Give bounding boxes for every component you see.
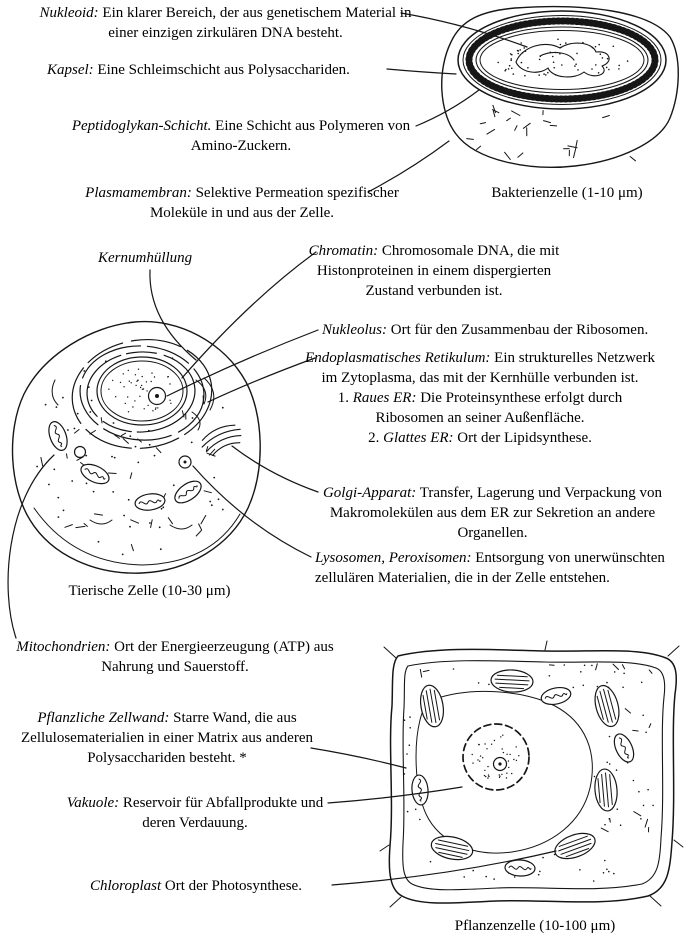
label-golgi	[315, 483, 670, 543]
description: Ort für den Zusammenbau der Ribosomen.	[390, 322, 649, 338]
term: Mitochondrien:	[16, 639, 111, 655]
er-intro	[305, 348, 655, 388]
label-vakuole	[55, 793, 335, 833]
caption-tierische-zelle: Tierische Zelle (10-30 μm)	[68, 583, 231, 599]
nucleus	[97, 357, 187, 425]
label-zellwand	[12, 708, 322, 768]
er-item-glattes	[305, 428, 655, 448]
label-nukleoid	[38, 3, 413, 43]
term: Pflanzliche Zellwand:	[37, 710, 170, 726]
term: Nukleolus:	[322, 322, 387, 338]
plant-nucleus	[463, 724, 529, 790]
label-nukleolus	[322, 320, 648, 340]
description: Reservoir für Abfallprodukte und deren Verdauung.	[122, 795, 324, 831]
description: Ort der Energieerzeugung (ATP) aus Nahrung und Sauerstoff.	[101, 639, 334, 675]
term: Lysosomen, Peroxisomen:	[315, 550, 472, 566]
er-item-raues	[305, 388, 655, 428]
description: Die Proteinsynthese erfolgt durch Ribosomen an seiner Außenfläche.	[375, 390, 623, 426]
item-number: 1.	[337, 390, 353, 406]
plant-cell-drawing	[380, 641, 683, 907]
label-plasmamembran	[82, 183, 402, 223]
label-kapsel	[47, 60, 350, 80]
plant-nucleolus	[494, 758, 507, 771]
term: Plasmamembran:	[85, 185, 192, 201]
description: Eine Schicht aus Polymeren von Amino-Zuckern.	[190, 118, 411, 154]
label-lysosomen	[315, 548, 665, 588]
term: Vakuole:	[66, 795, 120, 811]
description: Eine Schleimschicht aus Polysacchariden.	[97, 62, 350, 78]
term: Kernumhüllung	[98, 250, 193, 266]
description: Ein strukturelles Netzwerk im Zytoplasma, das mit der Kernhülle verbunden ist.	[321, 350, 655, 386]
description: Starre Wand, die aus Zellulosematerialien in einer Matrix aus anderen Polysacchariden besteht. *	[21, 710, 313, 766]
animal-cell-drawing	[13, 322, 261, 574]
term: Chromatin:	[308, 243, 379, 259]
term: Chloroplast	[90, 878, 162, 894]
caption-bakterienzelle: Bakterienzelle (1-10 μm)	[491, 185, 643, 201]
nucleolus	[149, 388, 166, 405]
item-number: 2.	[368, 430, 384, 446]
term: Glattes ER:	[383, 430, 454, 446]
label-kernumhuellung	[98, 248, 192, 268]
description: Chromosomale DNA, die mit Histonproteinen in einem dispergierten Zustand verbunden ist.	[316, 243, 560, 299]
description: Ort der Lipidsynthese.	[457, 430, 592, 446]
term: Golgi-Apparat:	[322, 485, 417, 501]
label-mitochondrien	[10, 637, 340, 677]
label-chloroplast	[90, 876, 302, 896]
caption-pflanzenzelle: Pflanzenzelle (10-100 μm)	[454, 918, 616, 934]
label-peptidoglykan	[62, 116, 420, 156]
description: Transfer, Lagerung und Verpackung von Makromolekülen aus dem ER zur Sekretion an andere Organellen.	[329, 485, 663, 541]
term: Raues ER:	[352, 390, 417, 406]
description: Selektive Permeation spezifischer Moleküle in und aus der Zelle.	[149, 185, 399, 221]
term: Nukleoid:	[39, 5, 99, 21]
description: Ort der Photosynthese.	[164, 878, 302, 894]
description: Ein klarer Bereich, der aus genetischem Material in einer einzigen zirkulären DNA besteht.	[102, 5, 412, 41]
label-chromatin	[308, 241, 560, 301]
term: Peptidoglykan-Schicht.	[71, 118, 212, 134]
description: Entsorgung von unerwünschten zellulären Materialien, die in der Zelle entstehen.	[315, 550, 665, 586]
label-er	[305, 348, 655, 448]
term: Endoplasmatisches Retikulum:	[305, 350, 491, 366]
term: Kapsel:	[47, 62, 94, 78]
